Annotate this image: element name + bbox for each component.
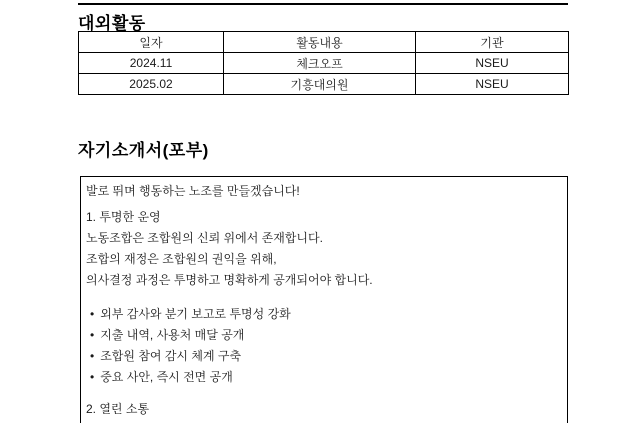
- bullet-icon: •: [90, 307, 95, 321]
- bullet-text: 지출 내역, 사용처 매달 공개: [100, 328, 245, 342]
- body-line: 조합의 재정은 조합원의 권익을 위해,: [86, 252, 277, 266]
- bullet-item: [86, 346, 562, 367]
- bullet-text: 조합원 참여 감시 체계 구축: [100, 349, 242, 363]
- cell-organization: NSEU: [416, 74, 569, 95]
- bullet-item: [86, 367, 562, 388]
- table-row: [79, 53, 569, 74]
- section-title-activities: 대외활동: [78, 14, 146, 33]
- body-line: 의사결정 과정은 투명하고 명확하게 공개되어야 합니다.: [86, 273, 373, 287]
- cell-date: 2025.02: [79, 74, 224, 95]
- paragraph-gap: [86, 388, 562, 399]
- bullet-item: [86, 325, 562, 346]
- bullet-text: 중요 사안, 즉시 전면 공개: [100, 370, 233, 384]
- top-divider-rule: [78, 3, 568, 5]
- bullet-item: [86, 304, 562, 325]
- cell-organization: NSEU: [416, 53, 569, 74]
- intro-statement: 발로 뛰며 행동하는 노조를 만들겠습니다!: [86, 184, 300, 198]
- table-row: [79, 74, 569, 95]
- cell-activity: 체크오프: [224, 53, 416, 74]
- bullet-icon: •: [90, 328, 95, 342]
- bullet-icon: •: [90, 349, 95, 363]
- cell-date: 2024.11: [79, 53, 224, 74]
- bullet-icon: •: [90, 370, 95, 384]
- section-title-introduction: 자기소개서(포부): [78, 141, 209, 160]
- paragraph-gap: [86, 291, 562, 304]
- col-header-date: 일자: [79, 32, 224, 53]
- col-header-activity: 활동내용: [224, 32, 416, 53]
- introduction-text-box: [80, 176, 568, 423]
- cell-activity: 기흥대의원: [224, 74, 416, 95]
- body-line: 노동조합은 조합원의 신뢰 위에서 존재합니다.: [86, 231, 323, 245]
- activities-table: [78, 31, 569, 95]
- bullet-text: 외부 감사와 분기 보고로 투명성 강화: [100, 307, 291, 321]
- col-header-organization: 기관: [416, 32, 569, 53]
- table-header-row: [79, 32, 569, 53]
- subsection-2-title: 2. 열린 소통: [86, 402, 150, 416]
- subsection-1-title: 1. 투명한 운영: [86, 210, 161, 224]
